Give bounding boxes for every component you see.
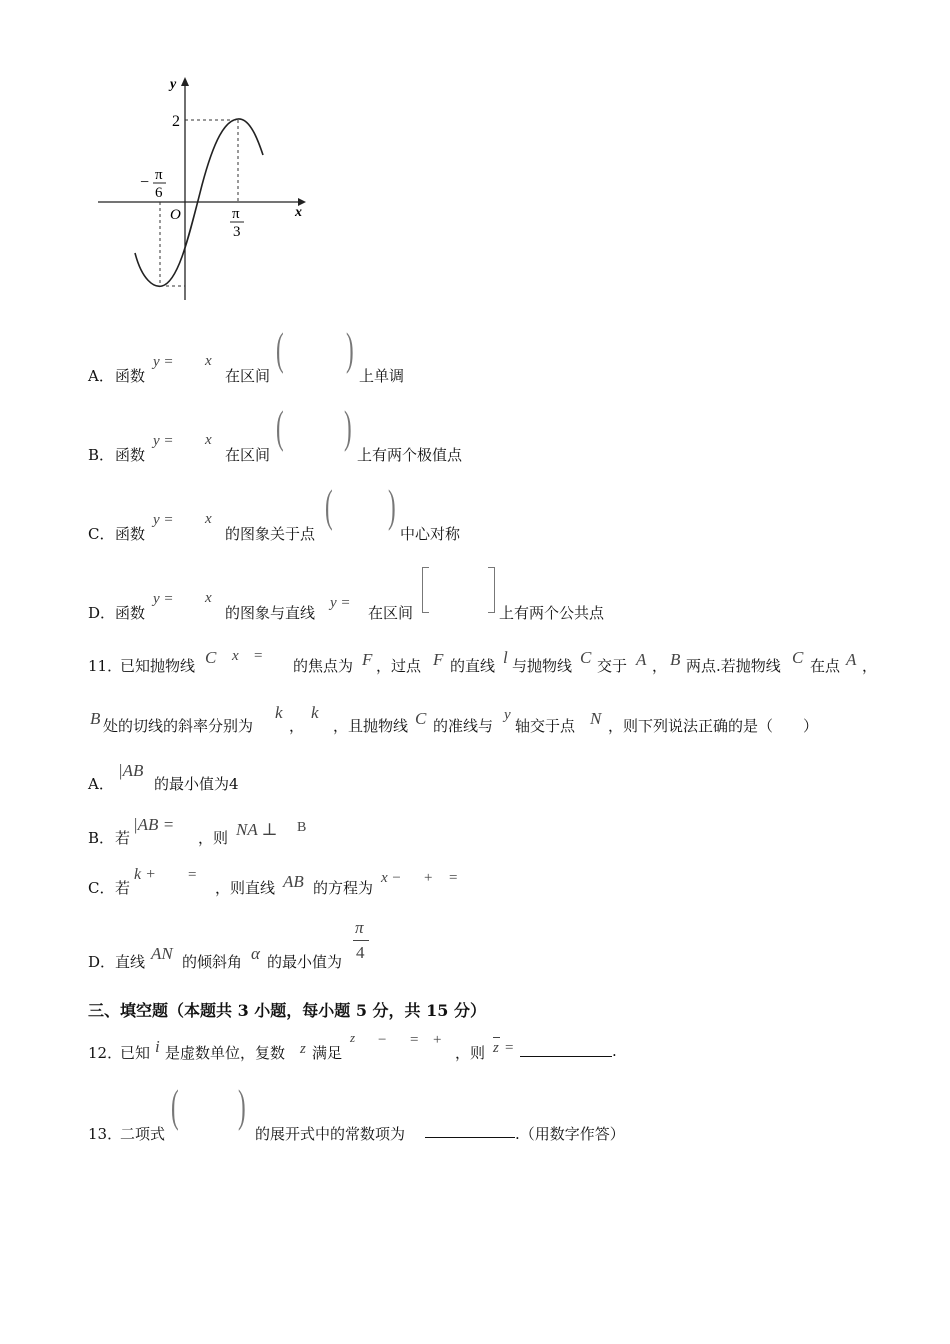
math-op: = [254,648,263,664]
option-text: 在区间 [225,367,271,385]
fraction-numerator: π [355,918,364,937]
stem-text: 与抛物线 [512,657,573,675]
stem-text: ， [862,657,878,675]
math-var: C [792,648,804,667]
math-var: A [636,650,647,669]
stem-text: ，则下列说法正确的是（ ） [608,717,819,735]
stem-text: 交于 [597,657,628,675]
option-text: 在区间 [225,446,271,464]
option-text: 的最小值为 [267,953,343,971]
stem-text: 是虚数单位，复数 [165,1044,286,1062]
option-letter: C． [88,525,115,543]
option-text: 中心对称 [400,525,461,543]
option-text: 上有两个公共点 [499,604,605,622]
option-text: 的图象关于点 [225,525,316,543]
stem-text: ， [652,657,668,675]
sine-graph-figure [90,70,320,305]
option-text: 函数 [115,604,146,622]
option-text: 函数 [115,525,146,543]
math-var: l [503,648,508,667]
left-paren: ( [276,401,284,452]
right-paren: ) [344,401,352,452]
option-text: 的最小值为4 [154,775,239,793]
question-number: 11． [88,657,123,675]
math-var: y [504,707,511,723]
three-label: 3 [233,224,241,240]
stem-text: 已知抛物线 [120,657,196,675]
stem-text: 满足 [312,1044,343,1062]
option-letter: A． [88,775,114,793]
option-text: 上单调 [359,367,405,385]
right-bracket [488,567,495,613]
math-expr: y = [153,512,174,528]
math-expr: y = [153,433,174,449]
math-expr: x − [381,870,402,886]
neg-six-label: 6 [155,185,163,201]
stem-text: .（用数字作答） [515,1125,625,1143]
math-expr: y = [330,595,351,611]
question-number: 13． [88,1125,123,1143]
option-text: ，则 [198,829,229,847]
stem-text: 的准线与 [433,717,494,735]
stem-text: 在点 [810,657,841,675]
math-var: F [433,650,444,669]
math-expr: NA ⊥ [236,820,278,839]
section-heading: 三、填空题（本题共 3 小题，每小题 5 分，共 15 分） [88,1001,486,1020]
conjugate-bar [493,1037,500,1038]
option-text: 的图象与直线 [225,604,316,622]
math-var: B [670,650,681,669]
math-var: k [311,703,319,722]
origin-label: O [170,207,181,223]
math-op: = [505,1040,514,1056]
stem-text: 已知 [120,1044,151,1062]
math-expr: |AB = [133,815,175,834]
answer-blank[interactable] [425,1123,515,1138]
right-paren: ) [238,1080,246,1131]
math-var: α [251,944,260,963]
math-op: = [188,867,197,883]
stem-text: 的展开式中的常数项为 [255,1125,406,1143]
option-text: 直线 [115,953,146,971]
neg-pi-label: π [155,167,163,183]
option-letter: C． [88,879,115,897]
math-var: x [205,432,212,448]
option-text: 的倾斜角 [182,953,243,971]
option-text: 若 [115,879,131,897]
math-var: z [493,1040,499,1056]
math-var: B [90,709,101,728]
neg-sign: − [140,174,150,191]
math-var: z [300,1041,306,1057]
math-var: k [275,703,283,722]
math-var: x [205,353,212,369]
math-expr: y = [153,591,174,607]
stem-text: 处的切线的斜率分别为 [103,717,254,735]
option-text: 函数 [115,446,146,464]
option-text: 若 [115,829,131,847]
option-text: 上有两个极值点 [357,446,463,464]
math-expr: k + [134,866,156,883]
math-var: x [205,511,212,527]
option-letter: A． [88,367,114,385]
left-paren: ( [276,323,284,374]
math-op: = [449,870,458,886]
question-number: 12． [88,1044,123,1062]
math-var: x [232,648,239,664]
y-max-label: 2 [172,113,180,130]
option-letter: D． [88,953,116,971]
y-axis-arrow [181,77,189,86]
math-var: z [350,1030,356,1045]
stem-text: 的焦点为 [293,657,354,675]
left-bracket [422,567,429,613]
math-var: N [590,709,602,728]
fraction-bar [353,940,369,941]
math-var: C [415,709,427,728]
pi-label: π [232,206,240,222]
math-expr: y = [153,354,174,370]
math-var: AN [151,944,173,963]
option-text: 的方程为 [313,879,374,897]
stem-text: . [612,1042,617,1060]
stem-text: 二项式 [120,1125,166,1143]
math-op: + [433,1032,442,1048]
math-var: C [205,648,217,667]
option-text: 在区间 [368,604,414,622]
stem-text: 的直线 [450,657,496,675]
right-paren: ) [388,480,396,531]
stem-text: 轴交于点 [515,717,576,735]
option-text: 函数 [115,367,146,385]
math-op: + [424,870,433,886]
math-var: x [205,590,212,606]
x-axis-label: x [295,205,302,220]
fraction-denominator: 4 [356,943,365,962]
math-var: AB [283,872,304,891]
stem-text: 两点.若抛物线 [686,657,781,675]
answer-blank[interactable] [520,1042,612,1057]
math-var: C [580,648,592,667]
option-letter: B． [88,829,115,847]
stem-text: ，则 [455,1044,486,1062]
math-var: A [846,650,857,669]
math-expr: |AB [118,761,144,780]
option-letter: B． [88,446,115,464]
stem-text: ，过点 [376,657,422,675]
option-text: ，则直线 [215,879,276,897]
math-op: = [410,1032,419,1048]
math-op: − [378,1032,387,1048]
right-paren: ) [346,323,354,374]
left-paren: ( [171,1080,179,1131]
left-paren: ( [325,480,333,531]
math-var: B [297,820,307,835]
stem-text: ， [289,717,305,735]
option-letter: D． [88,604,116,622]
math-var: i [155,1037,160,1056]
y-axis-label: y [170,77,177,92]
stem-text: ，且抛物线 [333,717,409,735]
math-var: F [362,650,373,669]
